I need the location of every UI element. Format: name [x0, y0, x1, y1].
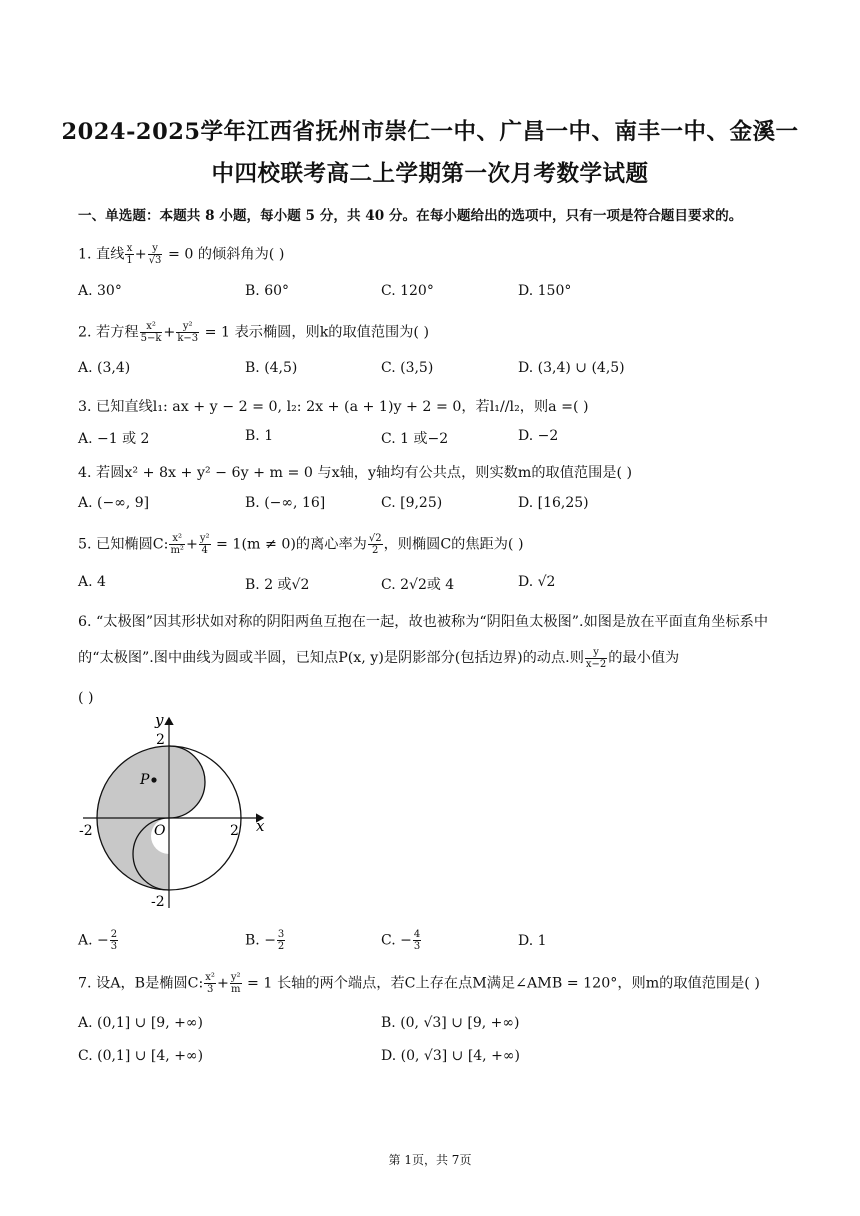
question-5-options: [78, 574, 784, 594]
point-p-label: P: [140, 772, 150, 788]
q5-frac-2: $\frac{\text{y²}}{4}$: [199, 533, 210, 556]
q7-frac-2: $\frac{\text{y²}}{m}$: [230, 972, 241, 995]
q1-text-post: = 0 的倾斜角为( ): [167, 246, 285, 263]
q3-option-c[interactable]: C. 1 或−2: [381, 431, 449, 447]
q5-option-c[interactable]: C. 2√2或 4: [381, 577, 455, 593]
q1-option-d[interactable]: D. 150°: [518, 283, 572, 299]
q6-frac: $\frac{y}{x-2}$: [585, 646, 607, 670]
tick-label-neg2-left: -2: [79, 823, 93, 839]
q2-option-a[interactable]: A. (3,4): [78, 360, 131, 376]
section-heading-single-choice: 一、单选题：本题共 8 小题，每小题 5 分，共 40 分。在每小题给出的选项中，只有一项是符合题目要求的。: [78, 208, 743, 224]
q7-option-c[interactable]: C. (0,1] ∪ [4, +∞): [78, 1048, 204, 1064]
question-2-stem: 2. 若方程 $\frac{\text{x²}}{5-k}$ + $\frac{\text{y²}}{k-3}$ = 1 表示椭圆，则k的取值范围为( ): [78, 321, 430, 344]
q3-option-b[interactable]: B. 1: [245, 428, 274, 444]
q1-option-b[interactable]: B. 60°: [245, 283, 290, 299]
question-3-options: [78, 428, 784, 448]
q5-option-d[interactable]: D. √2: [518, 574, 556, 590]
axis-label-y: y: [155, 711, 164, 729]
q5-option-a[interactable]: A. 4: [78, 574, 106, 590]
q2-frac-2: $\frac{\text{y²}}{k-3}$: [177, 321, 199, 344]
q1-option-c[interactable]: C. 120°: [381, 283, 434, 299]
q6-option-c[interactable]: C. − $\frac{4}{3}$: [381, 929, 421, 952]
question-1-options: [78, 283, 784, 303]
q4-option-c[interactable]: C. [9,25): [381, 495, 443, 511]
q2-frac-1: $\frac{\text{x²}}{5-k}$: [140, 321, 162, 344]
q3-option-a[interactable]: A. −1 或 2: [78, 431, 150, 447]
q7-option-b[interactable]: B. (0, √3] ∪ [9, +∞): [381, 1015, 520, 1031]
q4-option-b[interactable]: B. (−∞, 16]: [245, 495, 326, 511]
exam-title-line2: 中四校联考高二上学期第一次月考数学试题: [211, 161, 649, 187]
q6-option-a[interactable]: A. − $\frac{2}{3}$: [78, 929, 118, 952]
q1-frac-2: $\frac{y}{√3}$: [148, 243, 162, 266]
question-6-options: [78, 929, 784, 952]
q6-option-d[interactable]: D. 1: [518, 933, 547, 949]
question-1-stem: 1. 直线 $\frac{x}{1}$ + $\frac{y}{√3}$ = 0 的倾斜角为( ): [78, 243, 285, 266]
q2-option-c[interactable]: C. (3,5): [381, 360, 434, 376]
q4-option-a[interactable]: A. (−∞, 9]: [78, 495, 150, 511]
question-7-options-row1: [78, 1015, 784, 1035]
page-footer: 第 1页，共 7页: [388, 1153, 472, 1167]
q5-frac-3: $\frac{√2}{2}$: [368, 533, 382, 556]
q5-option-b[interactable]: B. 2 或√2: [245, 577, 310, 593]
axis-label-x: x: [256, 817, 265, 835]
tick-label-2-right: 2: [230, 823, 239, 839]
question-2-options: [78, 360, 784, 380]
q7-option-d[interactable]: D. (0, √3] ∪ [4, +∞): [381, 1048, 520, 1064]
q6-option-b[interactable]: B. − $\frac{3}{2}$: [245, 929, 285, 952]
q4-option-d[interactable]: D. [16,25): [518, 495, 589, 511]
point-p-dot: [151, 777, 156, 782]
question-7-options-row2: [78, 1048, 784, 1068]
q1-option-a[interactable]: A. 30°: [78, 283, 122, 299]
tick-label-2-top: 2: [156, 732, 165, 748]
question-6-stem: 6. “太极图”因其形状如对称的阴阳两鱼互抱在一起，故也被称为“阴阳鱼太极图”.如图是放在平面直角坐标系中的“太极图”.图中曲线为圆或半圆，已知点P(x, y)是阴影部分(包括边界)的动点.则 $\frac{y}{x-2}$ 的最小值为: [78, 614, 769, 670]
q2-option-b[interactable]: B. (4,5): [245, 360, 298, 376]
q5-frac-1: $\frac{\text{x²}}{\text{m²}}$: [170, 533, 184, 556]
q7-option-a[interactable]: A. (0,1] ∪ [9, +∞): [78, 1015, 203, 1031]
question-3-stem: 3. 已知直线l₁: ax + y − 2 = 0, l₂: 2x + (a + 1)y + 2 = 0，若l₁//l₂，则a =( ): [78, 399, 589, 415]
question-4-options: [78, 495, 784, 515]
q7-frac-1: $\frac{\text{x²}}{3}$: [205, 972, 215, 995]
question-5-stem: 5. 已知椭圆C: $\frac{\text{x²}}{\text{m²}}$ + $\frac{\text{y²}}{4}$ = 1(m ≠ 0)的离心率为 $\frac{√2}{2}$ ，则椭圆C的焦距为( ): [78, 533, 524, 556]
origin-label: O: [154, 823, 166, 839]
q1-text-pre: 1. 直线: [78, 246, 125, 263]
tick-label-neg2-bottom: -2: [151, 894, 165, 910]
exam-title-line1: 2024-2025学年江西省抚州市崇仁一中、广昌一中、南丰一中、金溪一: [61, 119, 799, 145]
question-4-stem: 4. 若圆x² + 8x + y² − 6y + m = 0 与x轴，y轴均有公共点，则实数m的取值范围是( ): [78, 465, 633, 481]
q3-option-d[interactable]: D. −2: [518, 428, 559, 444]
q2-option-d[interactable]: D. (3,4) ∪ (4,5): [518, 360, 625, 376]
question-6-paren: ( ): [78, 690, 94, 706]
taiji-figure: [78, 710, 278, 915]
question-7-stem: 7. 设A，B是椭圆C: $\frac{\text{x²}}{3}$ + $\frac{\text{y²}}{m}$ = 1 长轴的两个端点，若C上存在点M满足∠AMB = 120°，则m的取值范围是( ): [78, 972, 760, 995]
q1-frac-1: $\frac{x}{1}$: [126, 243, 133, 266]
